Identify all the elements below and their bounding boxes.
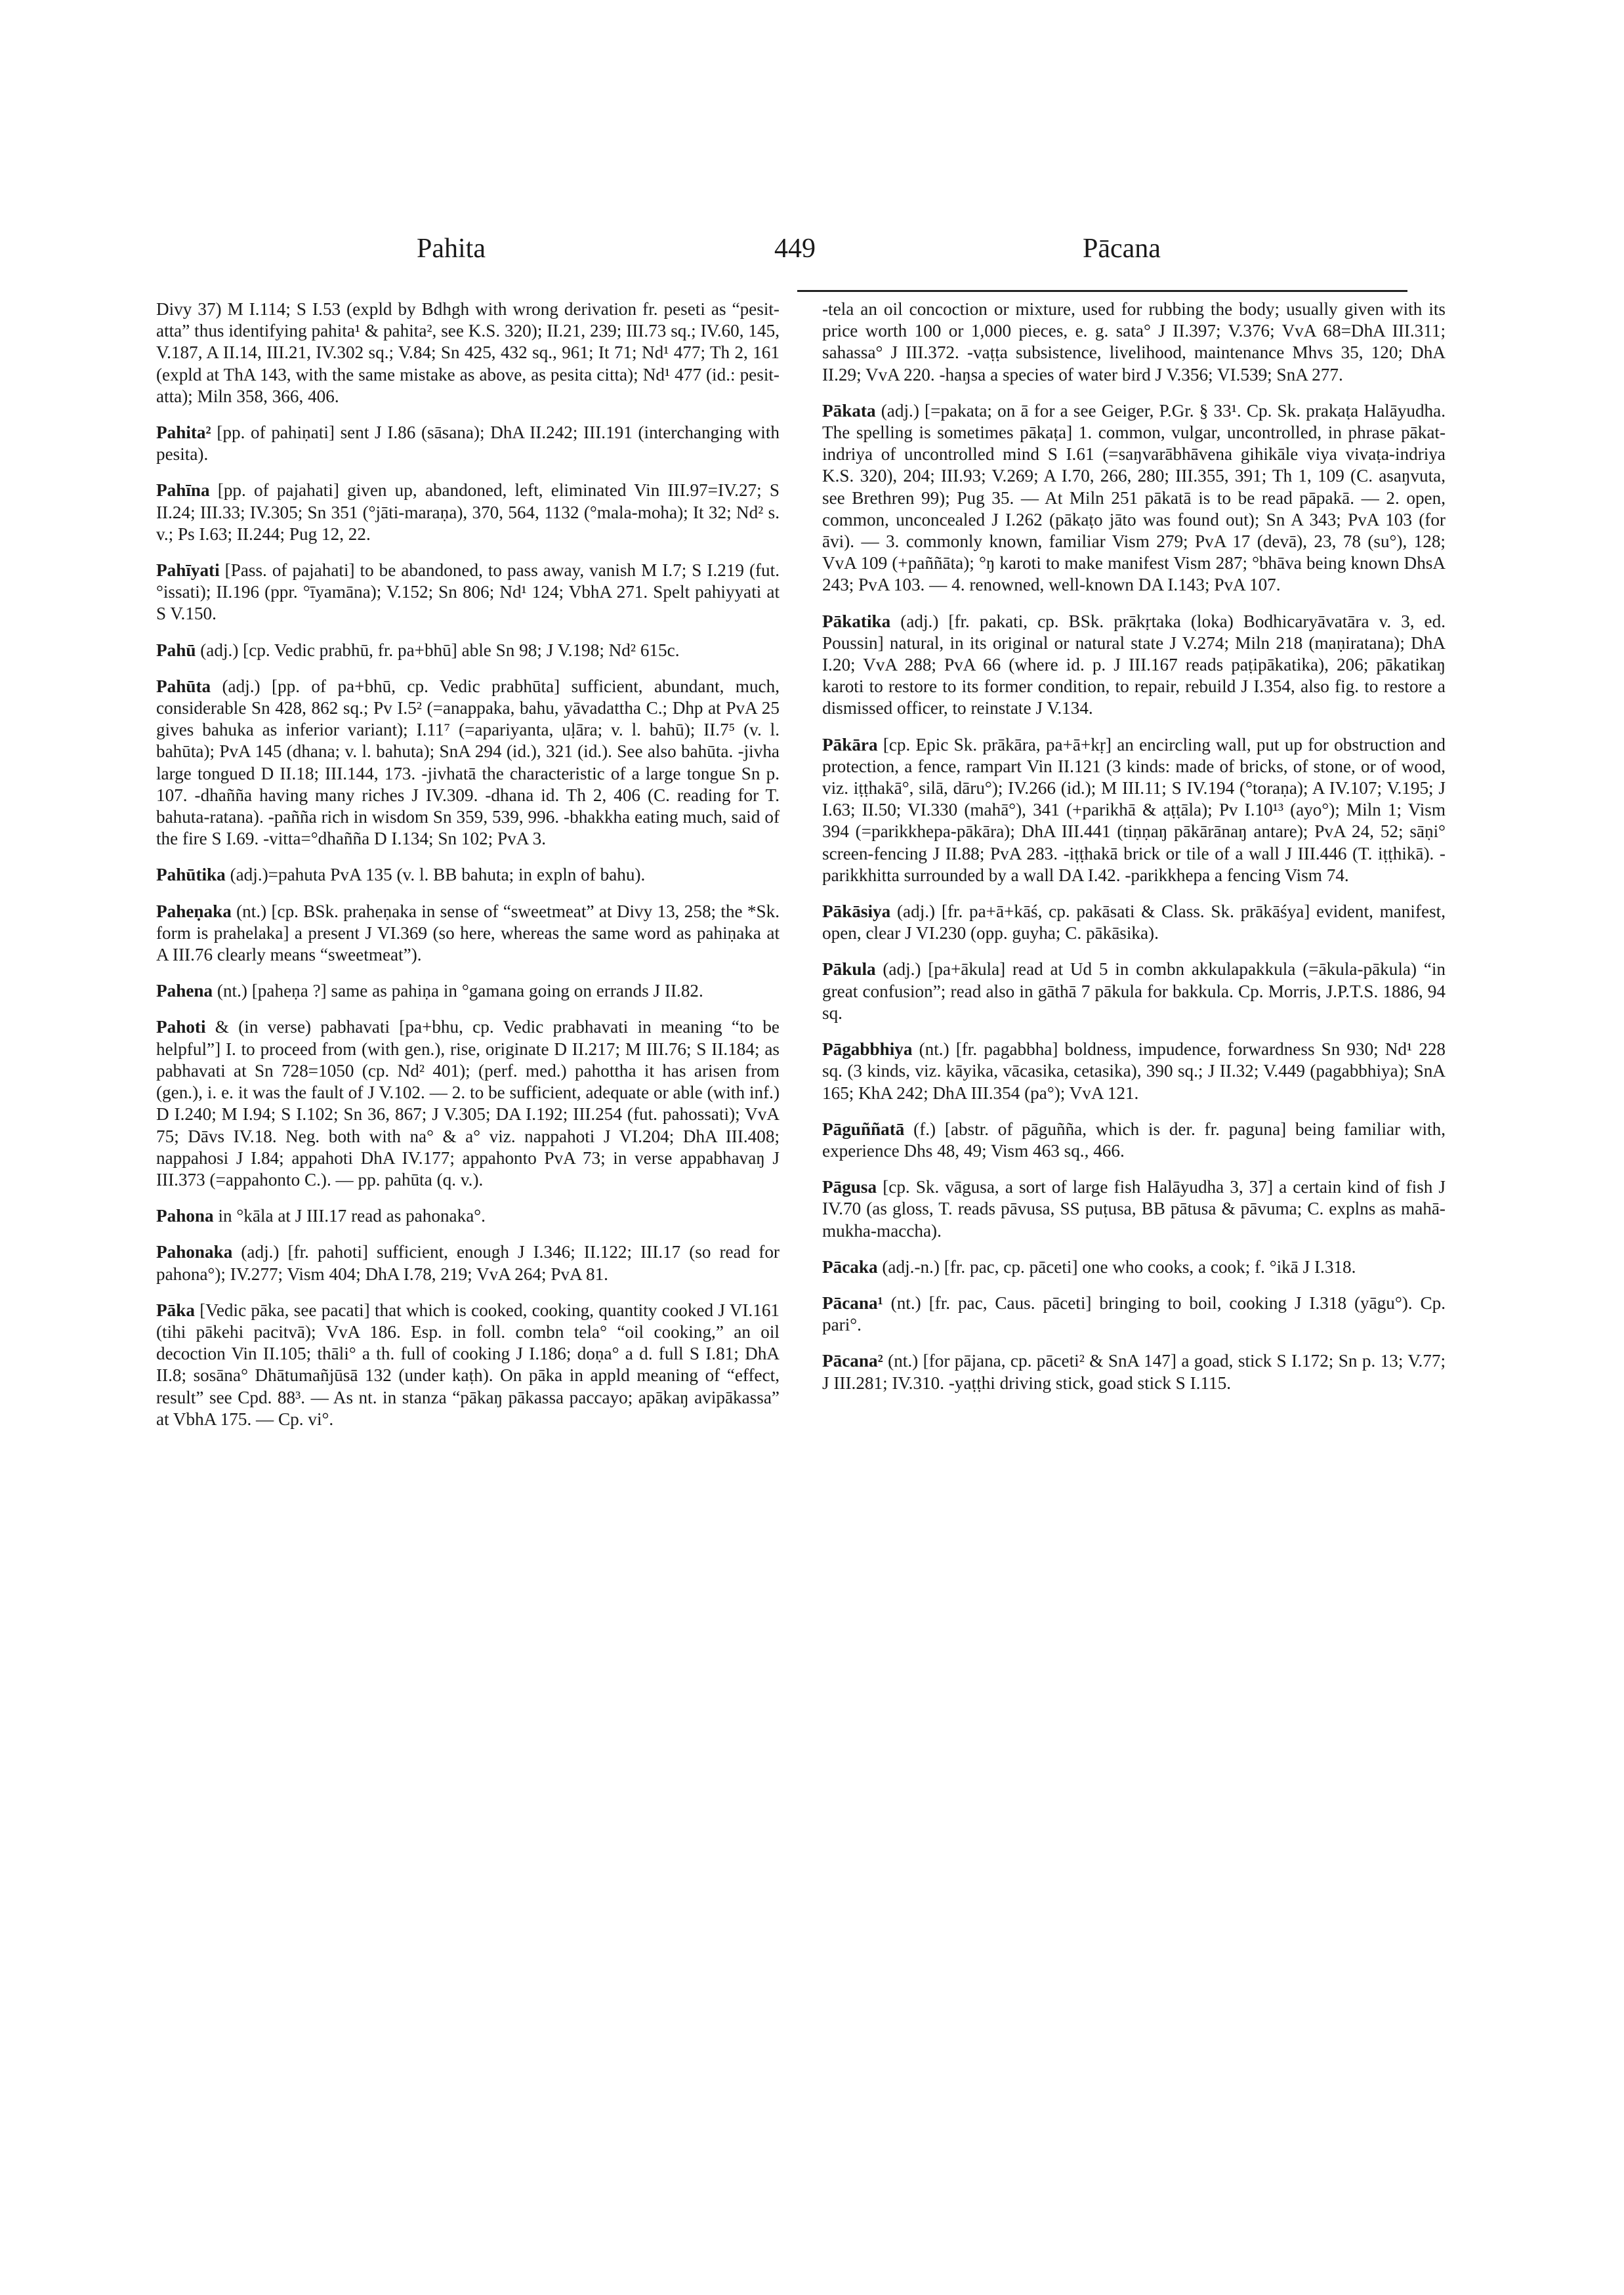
dictionary-entry xyxy=(156,560,780,625)
entry-headword: Pākula xyxy=(822,959,876,980)
entry-continuation: Divy 37) M I.114; S I.53 (expld by Bdhgh with wrong derivation fr. peseti as “pesit-atta” thus identifying pahita¹ & pahita², see K.S. 320); II.21, 239; III.73 sq.; IV.60, 145, V.187, A II.14, III.21, IV.302 sq.; V.84; Sn 425, 432 sq., 961; It 71; Nd¹ 477; Th 2, 161 (expld at ThA 143, with the same mistake as above, as pesita citta); Nd¹ 477 (id.: pesit-atta); Miln 358, 366, 406. xyxy=(156,299,780,406)
entry-headword: Pāgabbhiya xyxy=(822,1039,913,1060)
dictionary-entry xyxy=(156,864,780,886)
entry-definition: (adj.)=pahuta PvA 135 (v. l. BB bahuta; in expln of bahu). xyxy=(230,865,646,885)
dictionary-entry xyxy=(156,1205,780,1227)
left-column xyxy=(156,299,780,1445)
dictionary-entry xyxy=(822,1119,1446,1162)
dictionary-entry xyxy=(156,640,780,661)
entry-headword: Pahita² xyxy=(156,423,211,443)
dictionary-entry xyxy=(156,1016,780,1191)
dictionary-entry xyxy=(822,1256,1446,1278)
entry-definition: [Vedic pāka, see pacati] that which is cooked, cooking, quantity cooked J VI.161 (tihi pākehi pacitvā); VvA 186. Esp. in foll. combn tela° “oil cooking,” an oil decoction Vin II.105; thāli° a th. full of cooking J I.186; doṇa° a d. full S I.81; DhA II.8; sosāna° Dhātumañjūsā 132 (under kaṭh). On pāka in appld meaning of “effect, result” see Cpd. 88³. — As nt. in stanza “pākaŋ pākassa paccayo; apākaŋ avipākassa” at VbhA 175. — Cp. vi°. xyxy=(156,1300,780,1429)
entry-definition: (adj.-n.) [fr. pac, cp. pāceti] one who cooks, a cook; f. °ikā J I.318. xyxy=(882,1256,1356,1277)
dictionary-entry xyxy=(822,734,1446,886)
entry-headword: Pācana¹ xyxy=(822,1292,883,1313)
entry-definition: (nt.) [paheṇa ?] same as pahiṇa in °gamana going on errands J II.82. xyxy=(217,981,703,1001)
entry-definition: in °kāla at J III.17 read as pahonaka°. xyxy=(218,1206,486,1226)
entry-definition: (adj.) [fr. pa+ā+kāś, cp. pakāsati & Class. Sk. prākāśya] evident, manifest, open, clear J VI.230 (opp. guyha; C. pākāsika). xyxy=(822,901,1446,943)
entry-headword: Pahona xyxy=(156,1206,214,1226)
entry-definition: & (in verse) pabhavati [pa+bhu, cp. Vedic prabhavati in meaning “to be helpful”] I. to proceed from (with gen.), rise, originate D II.217; M III.76; S II.184; as pabhavati at Sn 728=1050 (cp. Nd² 401); (perf. med.) pahottha it has arisen from (gen.), i. e. it was the fault of J V.102. — 2. to be sufficient, adequate or able (with inf.) D I.240; M I.94; S I.102; Sn 36, 867; J V.305; DA I.192; III.254 (fut. pahossati); VvA 75; Dāvs IV.18. Neg. both with na° & a° viz. nappahoti J VI.204; DhA III.408; nappahosi J I.84; appahoti DhA IV.177; appahonto PvA 73; in verse appabhavaŋ J III.373 (=appahonto C.). — pp. pahūta (q. v.). xyxy=(156,1017,780,1189)
entry-headword: Pahoti xyxy=(156,1017,206,1037)
dictionary-entry xyxy=(156,1241,780,1285)
entry-definition: (adj.) [pa+ākula] read at Ud 5 in combn akkulapakkula (=ākula-pākula) “in great confusion”; read also in gāthā 7 pākula for bakkula. Cp. Morris, J.P.T.S. 1886, 94 sq. xyxy=(822,959,1446,1023)
entry-headword: Pahūtika xyxy=(156,865,226,885)
dictionary-entry xyxy=(156,676,780,850)
running-head-right: Pācana xyxy=(1083,234,1161,264)
entry-definition: (nt.) [fr. pac, Caus. pāceti] bringing to boil, cooking J I.318 (yāgu°). Cp. pari°. xyxy=(822,1292,1446,1335)
entry-definition: (adj.) [=pakata; on ā for a see Geiger, P.Gr. § 33¹. Cp. Sk. prakaṭa Halāyudha. The spelling is sometimes pākaṭa] 1. common, vulgar, uncontrolled, in phrase pākat-indriya of uncontrolled mind S I.61 (=saŋvarābhāvena gihikāle viya vivaṭa-indriya K.S. 320), 204; III.93; V.269; A I.70, 266, 280; III.355, 391; Th 1, 109 (C. asaŋvuta, see Brethren 99); Pug 35. — At Miln 251 pākatā is to be read pāpakā. — 2. open, common, unconcealed J I.262 (pākaṭo jāto was found out); Sn A 343; PvA 103 (for āvi). — 3. commonly known, familiar Vism 279; PvA 17 (devā), 23, 78 (su°), 128; VvA 109 (+paññāta); °ŋ karoti to make manifest Vism 287; °bhāva being known DhsA 243; PvA 103. — 4. renowned, well-known DA I.143; PvA 107. xyxy=(822,400,1446,595)
dictionary-entry xyxy=(822,1176,1446,1242)
entry-headword: Pāgusa xyxy=(822,1177,877,1197)
entry-headword: Pahūta xyxy=(156,676,211,696)
entry-definition: [pp. of pajahati] given up, abandoned, left, eliminated Vin III.97=IV.27; S II.24; III.33; IV.305; Sn 351 (°jāti-maraṇa), 370, 564, 1132 (°mala-moha); It 32; Nd² s. v.; Ps I.63; II.244; Pug 12, 22. xyxy=(156,480,780,544)
page-number: 449 xyxy=(774,234,816,264)
entry-headword: Pahonaka xyxy=(156,1242,233,1262)
entry-headword: Pākāsiya xyxy=(822,901,891,922)
entry-definition: (adj.) [fr. pakati, cp. BSk. prākṛtaka (loka) Bodhicaryāvatāra v. 3, ed. Poussin] natural, in its original or natural state J V.274; Miln 218 (maṇiratana); DhA I.20; VvA 288; PvA 66 (where id. p. J III.167 reads paṭipākatika), 206; pākatikaŋ karoti to restore to its former condition, to repair, rebuild J I.354, also fig. to restore a dismissed officer, to reinstate J V.134. xyxy=(822,611,1446,718)
dictionary-entry xyxy=(822,959,1446,1024)
dictionary-entry xyxy=(156,480,780,545)
entry-definition: [pp. of pahiṇati] sent J I.86 (sāsana); DhA II.242; III.191 (interchanging with pesita). xyxy=(156,423,780,465)
entry-definition: (nt.) [for pājana, cp. pāceti² & SnA 147] a goad, stick S I.172; Sn p. 13; V.77; J III.281; IV.310. -yaṭṭhi driving stick, goad stick S I.115. xyxy=(822,1351,1446,1393)
dictionary-entry xyxy=(822,1039,1446,1104)
entry-headword: Pākatika xyxy=(822,611,891,631)
entry-definition: (adj.) [cp. Vedic prabhū, fr. pa+bhū] able Sn 98; J V.198; Nd² 615c. xyxy=(200,640,680,660)
entry-definition: [Pass. of pajahati] to be abandoned, to pass away, vanish M I.7; S I.219 (fut. °issati); II.196 (ppr. °īyamāna); V.152; Sn 806; Nd¹ 124; VbhA 271. Spelt pahiyyati at S V.150. xyxy=(156,560,780,624)
dictionary-entry xyxy=(156,980,780,1002)
entry-definition: (adj.) [pp. of pa+bhū, cp. Vedic prabhūta] sufficient, abundant, much, considerable Sn 428, 862 sq.; Pv I.5² (=anappaka, bahu, yāvadattha C.; Dhp at PvA 25 gives bahuka as inferior variant); I.11⁷ (=apariyanta, uḷāra; v. l. bahū); II.7⁵ (v. l. bahūta); PvA 145 (dhana; v. l. bahuta); SnA 294 (id.), 321 (id.). See also bahūta. -jivha large tongued D II.18; III.144, 173. -jivhatā the characteristic of a large tongue Sn p. 107. -dhañña having many riches J IV.309. -dhana id. Th 2, 406 (C. reading for T. bahuta-ratana). -pañña rich in wisdom Sn 359, 539, 996. -bhakkha eating much, said of the fire S I.69. -vitta=°dhañña D I.134; Sn 102; PvA 3. xyxy=(156,676,780,849)
dictionary-entry xyxy=(822,1292,1446,1336)
entry-headword: Pāguññatā xyxy=(822,1119,905,1139)
entry-definition: (adj.) [fr. pahoti] sufficient, enough J I.346; II.122; III.17 (so read for pahona°); IV.277; Vism 404; DhA I.78, 219; VvA 264; PvA 81. xyxy=(156,1242,780,1284)
entry-headword: Pākāra xyxy=(822,734,878,755)
entry-headword: Paheṇaka xyxy=(156,901,232,921)
entry-headword: Pācana² xyxy=(822,1351,883,1371)
entry-definition: (f.) [abstr. of pāguñña, which is der. fr. paguna] being familiar with, experience Dhs 48, 49; Vism 463 sq., 466. xyxy=(822,1119,1446,1161)
entry-headword: Pākata xyxy=(822,400,876,421)
entry-definition: (nt.) [cp. BSk. praheṇaka in sense of “sweetmeat” at Divy 13, 258; the *Sk. form is prahelaka] a present J VI.369 (so here, whereas the same word as pahiṇaka at A III.76 clearly means “sweetmeat”). xyxy=(156,901,780,965)
running-head-left: Pahita xyxy=(417,234,486,264)
dictionary-entry xyxy=(156,422,780,465)
dictionary-entry xyxy=(156,901,780,966)
entry-continuation: -tela an oil concoction or mixture, used for rubbing the body; usually given with its price worth 100 or 1,000 pieces, e. g. sata° J II.397; V.376; VvA 68=DhA III.311; sahassa° J III.372. -vaṭṭa subsistence, livelihood, maintenance Mhvs 35, 120; DhA II.29; VvA 220. -haŋsa a species of water bird J V.356; VI.539; SnA 277. xyxy=(822,299,1446,384)
entry-headword: Pācaka xyxy=(822,1256,878,1277)
entry-headword: Pahīna xyxy=(156,480,210,501)
entry-headword: Pahū xyxy=(156,640,196,660)
entry-headword: Pahena xyxy=(156,981,213,1001)
entry-headword: Pāka xyxy=(156,1300,195,1320)
dictionary-entry xyxy=(156,1300,780,1430)
entry-definition: [cp. Epic Sk. prākāra, pa+ā+kṛ] an encircling wall, put up for obstruction and protection, a fence, rampart Vin II.121 (3 kinds: made of bricks, of stone, or of wood, viz. iṭṭhakā°, silā, dāru°); IV.266 (id.); M III.11; S IV.194 (°toraṇa); A IV.107; V.195; J I.63; II.50; VI.330 (mahā°), 341 (+parikhā & aṭṭāla); Pv I.10¹³ (ayo°); Miln 1; Vism 394 (=parikkhepa-pākāra); DhA III.441 (tiṇṇaŋ pākārānaŋ antare); PvA 24, 52; sāṇi° screen-fencing J II.88; PvA 283. -iṭṭhakā brick or tile of a wall J III.446 (T. iṭṭhikā). -parikkhitta surrounded by a wall DA I.42. -parikkhepa a fencing Vism 74. xyxy=(822,734,1446,885)
entry-definition: [cp. Sk. vāgusa, a sort of large fish Halāyudha 3, 37] a certain kind of fish J IV.70 (as gloss, T. reads pāvusa, SS puṭusa, BB pātusa & pāvuma; C. explns as mahā-mukha-maccha). xyxy=(822,1177,1446,1241)
dictionary-entry xyxy=(822,1350,1446,1394)
entry-definition: (nt.) [fr. pagabbha] boldness, impudence, forwardness Sn 930; Nd¹ 228 sq. (3 kinds, viz. kāyika, vācasika, cetasika), 390 sq.; J II.32; V.449 (pagabbhiya); SnA 165; KhA 242; DhA III.354 (pa°); VvA 121. xyxy=(822,1039,1446,1103)
dictionary-entry xyxy=(822,400,1446,596)
dictionary-entry xyxy=(822,611,1446,720)
right-column xyxy=(822,299,1446,1409)
entry-headword: Pahīyati xyxy=(156,560,220,581)
header-rule xyxy=(797,290,1407,292)
dictionary-entry xyxy=(822,901,1446,944)
